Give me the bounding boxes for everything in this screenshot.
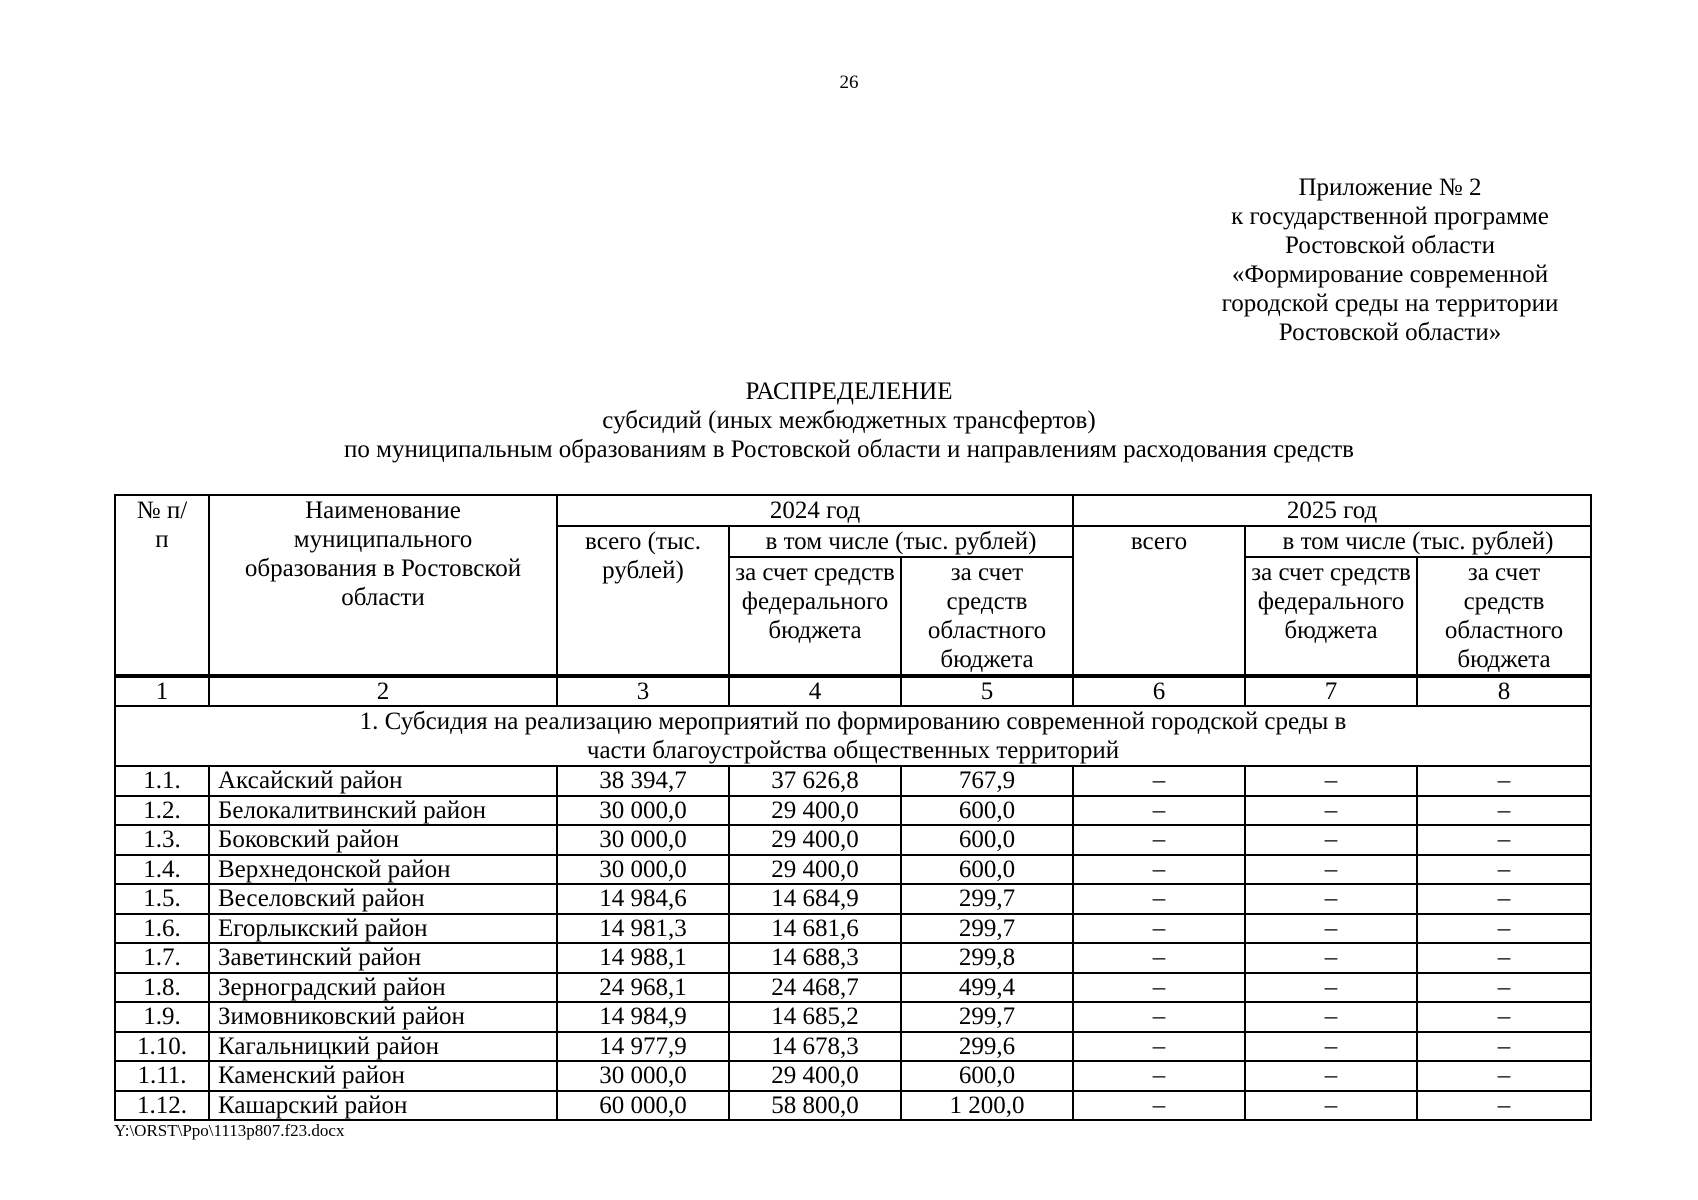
federal-2025: – [1245,943,1417,973]
table-row [115,1032,1591,1062]
regional-2024: 299,7 [901,1002,1073,1032]
federal-2024: 29 400,0 [729,1061,901,1091]
table-row [115,855,1591,885]
total-2025: – [1073,1032,1245,1062]
federal-2024: 24 468,7 [729,973,901,1003]
title-heading: РАСПРЕДЕЛЕНИЕ [745,378,953,405]
header-year-2024: 2024 год [557,495,1073,526]
regional-2024: 299,7 [901,884,1073,914]
row-number: 1.9. [115,1002,209,1032]
regional-2025: – [1417,796,1591,826]
total-2025: – [1073,855,1245,885]
federal-2025: – [1245,884,1417,914]
municipality-name: Каменский район [209,1061,557,1091]
regional-2025: – [1417,766,1591,796]
row-number: 1.10. [115,1032,209,1062]
table-row [115,943,1591,973]
total-2024: 14 984,9 [557,1002,729,1032]
regional-2025: – [1417,914,1591,944]
regional-2024: 299,8 [901,943,1073,973]
column-number: 5 [901,676,1073,706]
header-federal-2025: за счет средств федерального бюджета [1245,557,1417,676]
column-number: 3 [557,676,729,706]
row-number: 1.2. [115,796,209,826]
row-number: 1.11. [115,1061,209,1091]
total-2024: 38 394,7 [557,766,729,796]
regional-2025: – [1417,884,1591,914]
distribution-table [114,494,1592,1121]
table-row [115,1061,1591,1091]
column-number: 8 [1417,676,1591,706]
federal-2025: – [1245,914,1417,944]
total-2025: – [1073,973,1245,1003]
page-number: 26 [839,72,859,93]
federal-2025: – [1245,855,1417,885]
row-number: 1.4. [115,855,209,885]
section-row [115,706,1591,766]
regional-2025: – [1417,855,1591,885]
row-number: 1.8. [115,973,209,1003]
federal-2024: 14 688,3 [729,943,901,973]
appendix-line: «Формирование современной [1231,261,1549,288]
regional-2025: – [1417,1002,1591,1032]
municipality-name: Верхнедонской район [209,855,557,885]
municipality-name: Веселовский район [209,884,557,914]
appendix-line: городской среды на территории [1221,290,1559,317]
header-regional-2025: за счет средств областного бюджета [1417,557,1591,676]
total-2024: 30 000,0 [557,825,729,855]
header-year-2025: 2025 год [1073,495,1591,526]
column-number: 1 [115,676,209,706]
table-row [115,1091,1591,1121]
header-name: Наименование муниципального образования в Ростовской области [209,495,557,676]
title-line: по муниципальным образованиям в Ростовской области и направлениям расходования средств [344,436,1354,463]
column-number: 4 [729,676,901,706]
total-2025: – [1073,884,1245,914]
regional-2024: 600,0 [901,855,1073,885]
row-number: 1.5. [115,884,209,914]
federal-2025: – [1245,1032,1417,1062]
appendix-line: к государственной программе [1231,203,1549,230]
total-2025: – [1073,825,1245,855]
regional-2025: – [1417,1061,1591,1091]
column-number: 7 [1245,676,1417,706]
municipality-name: Боковский район [209,825,557,855]
appendix-line: Ростовской области [1285,232,1495,259]
federal-2024: 58 800,0 [729,1091,901,1121]
regional-2024: 299,7 [901,914,1073,944]
federal-2024: 14 685,2 [729,1002,901,1032]
total-2024: 24 968,1 [557,973,729,1003]
table-row [115,766,1591,796]
total-2025: – [1073,1002,1245,1032]
header-total-2025: всего [1073,526,1245,676]
federal-2025: – [1245,796,1417,826]
federal-2025: – [1245,973,1417,1003]
regional-2024: 767,9 [901,766,1073,796]
federal-2025: – [1245,825,1417,855]
document-title [0,377,1698,464]
regional-2025: – [1417,973,1591,1003]
total-2025: – [1073,914,1245,944]
appendix-line: Ростовской области» [1278,319,1502,346]
regional-2025: – [1417,825,1591,855]
header-num: № п/п [115,495,209,676]
table-row [115,1002,1591,1032]
federal-2024: 37 626,8 [729,766,901,796]
federal-2024: 14 678,3 [729,1032,901,1062]
header-federal-2024: за счет средств федерального бюджета [729,557,901,676]
federal-2025: – [1245,1091,1417,1121]
row-number: 1.3. [115,825,209,855]
header-regional-2024: за счет средств областного бюджета [901,557,1073,676]
municipality-name: Зерноградский район [209,973,557,1003]
table-row [115,796,1591,826]
municipality-name: Аксайский район [209,766,557,796]
column-number: 6 [1073,676,1245,706]
regional-2024: 600,0 [901,1061,1073,1091]
total-2024: 14 977,9 [557,1032,729,1062]
appendix-line: Приложение № 2 [1298,174,1482,201]
row-number: 1.12. [115,1091,209,1121]
total-2025: – [1073,943,1245,973]
table-row [115,914,1591,944]
regional-2025: – [1417,943,1591,973]
regional-2025: – [1417,1032,1591,1062]
total-2024: 60 000,0 [557,1091,729,1121]
total-2024: 14 981,3 [557,914,729,944]
table-row [115,973,1591,1003]
regional-2024: 299,6 [901,1032,1073,1062]
total-2024: 30 000,0 [557,796,729,826]
row-number: 1.6. [115,914,209,944]
total-2024: 14 984,6 [557,884,729,914]
table-row [115,825,1591,855]
total-2025: – [1073,1091,1245,1121]
municipality-name: Заветинский район [209,943,557,973]
row-number: 1.1. [115,766,209,796]
federal-2025: – [1245,1002,1417,1032]
regional-2025: – [1417,1091,1591,1121]
appendix-block [1150,173,1630,347]
total-2024: 30 000,0 [557,855,729,885]
total-2025: – [1073,766,1245,796]
column-number: 2 [209,676,557,706]
total-2025: – [1073,796,1245,826]
municipality-name: Зимовниковский район [209,1002,557,1032]
title-line: субсидий (иных межбюджетных трансфертов) [602,407,1096,434]
header-incl-2024: в том числе (тыс. рублей) [729,526,1073,557]
municipality-name: Белокалитвинский район [209,796,557,826]
municipality-name: Кашарский район [209,1091,557,1121]
total-2025: – [1073,1061,1245,1091]
header-incl-2025: в том числе (тыс. рублей) [1245,526,1591,557]
regional-2024: 600,0 [901,825,1073,855]
regional-2024: 499,4 [901,973,1073,1003]
federal-2025: – [1245,1061,1417,1091]
total-2024: 30 000,0 [557,1061,729,1091]
regional-2024: 600,0 [901,796,1073,826]
federal-2024: 29 400,0 [729,796,901,826]
federal-2024: 29 400,0 [729,855,901,885]
section-title: 1. Субсидия на реализацию мероприятий по формированию современной городской среды в части благоустройства общественных территорий [115,706,1591,766]
municipality-name: Кагальницкий район [209,1032,557,1062]
federal-2024: 14 684,9 [729,884,901,914]
regional-2024: 1 200,0 [901,1091,1073,1121]
federal-2024: 14 681,6 [729,914,901,944]
municipality-name: Егорлыкский район [209,914,557,944]
data-rows [115,766,1591,1120]
federal-2024: 29 400,0 [729,825,901,855]
column-number-row [115,676,1591,706]
federal-2025: – [1245,766,1417,796]
row-number: 1.7. [115,943,209,973]
file-path-footer: Y:\ORST\Ppo\1113p807.f23.docx [114,1121,345,1140]
table-row [115,884,1591,914]
header-total-2024: всего (тыс. рублей) [557,526,729,676]
total-2024: 14 988,1 [557,943,729,973]
